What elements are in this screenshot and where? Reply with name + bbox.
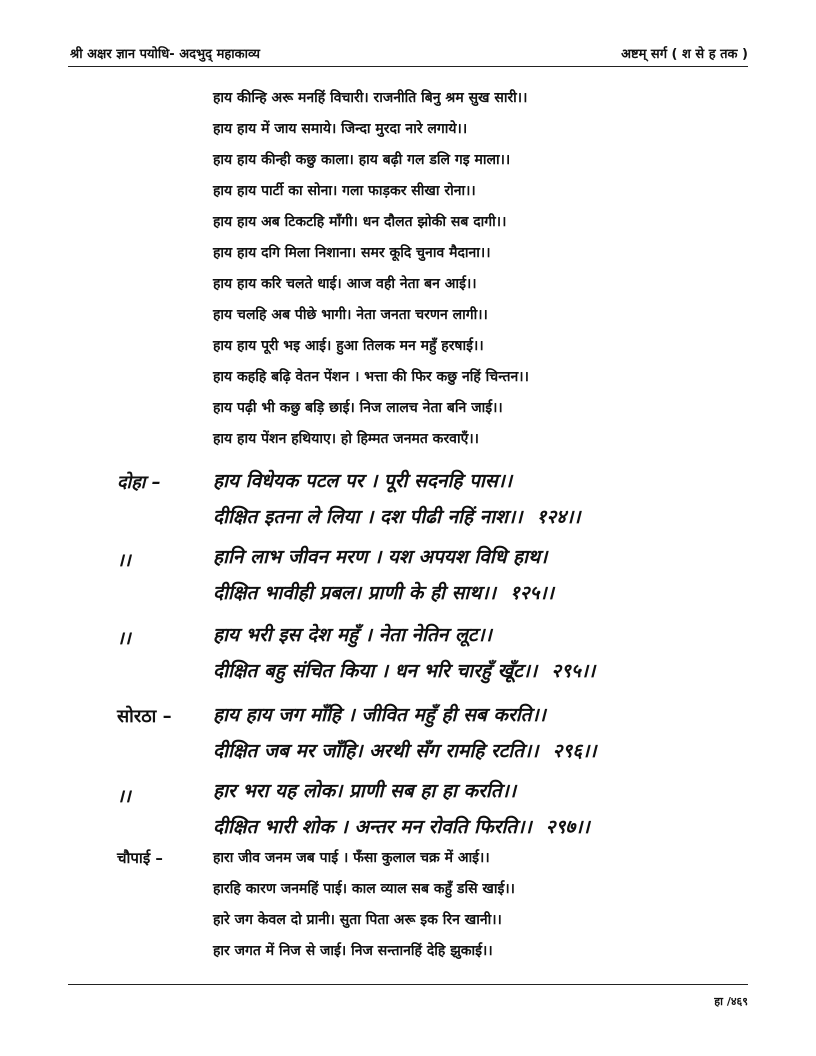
verse-number: २९६।। bbox=[552, 740, 597, 762]
chaupai-line: हाय चलहि अब पीछे भागी। नेता जनता चरणन लागी।। bbox=[213, 307, 488, 323]
chaupai-line: हाय कहहि बढ़ि वेतन पेंशन । भत्ता की फिर कछु नहिं चिन्तन।। bbox=[213, 369, 529, 385]
verse-text: दीक्षित भावीही प्रबल। प्राणी के ही साथ।। bbox=[213, 582, 496, 604]
chaupai-line: हाय हाय पेंशन हथियाए। हो हिम्मत जनमत करवाएँ।। bbox=[213, 431, 479, 447]
verse-line bbox=[213, 658, 595, 694]
verse-number: २९५।। bbox=[551, 660, 596, 682]
chaupai-line: हारा जीव जनम जब पाई । फँसा कुलाल चक्र में आई।। bbox=[213, 850, 490, 866]
chaupai-line: हाय हाय दगि मिला निशाना। समर कूदि चुनाव मैदाना।। bbox=[213, 245, 491, 261]
verse-line: हाय हाय जग माँहि । जीवित महुँ ही सब करति।। bbox=[213, 704, 546, 726]
chaupai-line: हाय हाय अब टिकटहि माँगी। धन दौलत झोकी सब दागी।। bbox=[213, 214, 507, 230]
chaupai-label: चौपाई – bbox=[117, 849, 163, 867]
verse-number: १२४।। bbox=[536, 506, 581, 528]
verse-doha-295 bbox=[213, 622, 595, 694]
verse-line bbox=[213, 738, 597, 774]
verse-text: दीक्षित भारी शोक । अन्तर मन रोवति फिरति।। bbox=[213, 816, 532, 838]
verse-label: ।। bbox=[117, 628, 131, 649]
chaupai-block-1 bbox=[213, 88, 529, 460]
chaupai-line: हाय कीन्हि अरू मनहिं विचारी। राजनीति बिनु श्रम सुख सारी।। bbox=[213, 90, 528, 106]
chaupai-line: हाय पढ़ी भी कछु बड़ि छाई। निज लालच नेता बनि जाई।। bbox=[213, 400, 503, 416]
verse-line: हाय विधेयक पटल पर । पूरी सदनहि पास।। bbox=[213, 470, 513, 492]
verse-doha-125 bbox=[213, 544, 554, 616]
chapter-title: अष्टम् सर्ग ( श से ह तक ) bbox=[621, 47, 748, 62]
verse-text: दीक्षित जब मर जाँहि। अरथी सँग रामहि रटति।। bbox=[213, 740, 539, 762]
verse-label: सोरठा – bbox=[117, 706, 172, 727]
verse-label: ।। bbox=[117, 550, 131, 571]
verse-line bbox=[213, 814, 590, 850]
verse-line: हार भरा यह लोक। प्राणी सब हा हा करति।। bbox=[213, 780, 517, 802]
header-divider bbox=[68, 66, 748, 67]
book-title: श्री अक्षर ज्ञान पयोधि- अदभुद् महाकाव्य bbox=[70, 47, 260, 62]
verse-line: हानि लाभ जीवन मरण । यश अपयश विधि हाथ। bbox=[213, 546, 548, 568]
verse-doha-124 bbox=[213, 468, 581, 540]
footer-divider bbox=[68, 984, 748, 985]
chaupai-line: हारे जग केवल दो प्रानी। सुता पिता अरू इक रिन खानी।। bbox=[213, 912, 502, 928]
verse-line: हाय भरी इस देश महुँ । नेता नेतिन लूट।। bbox=[213, 624, 492, 646]
chaupai-line: हार जगत में निज से जाई। निज सन्तानहिं देहि झुकाई।। bbox=[213, 943, 493, 959]
verse-text: दीक्षित इतना ले लिया । दश पीढी नहिं नाश।। bbox=[213, 506, 523, 528]
verse-number: १२५।। bbox=[509, 582, 554, 604]
chaupai-line: हाय हाय कीन्ही कछु काला। हाय बढ़ी गल डलि गइ माला।। bbox=[213, 152, 511, 168]
chaupai-line: हाय हाय पार्टी का सोना। गला फाड़कर सीखा रोना।। bbox=[213, 183, 476, 199]
verse-sortha-296 bbox=[213, 702, 597, 774]
verse-line bbox=[213, 504, 581, 540]
verse-text: दीक्षित बहु संचित किया । धन भरि चारहुँ खूँट।। bbox=[213, 660, 538, 682]
verse-label: ।। bbox=[117, 786, 131, 807]
page-number: हा /४६९ bbox=[714, 995, 748, 1008]
chaupai-block-2 bbox=[213, 848, 515, 972]
verse-label: दोहा – bbox=[117, 472, 161, 493]
verse-sortha-297 bbox=[213, 778, 590, 850]
chaupai-line: हाय हाय करि चलते धाई। आज वही नेता बन आई।। bbox=[213, 276, 477, 292]
verse-number: २९७।। bbox=[545, 816, 590, 838]
verse-line bbox=[213, 580, 554, 616]
chaupai-line: हारहि कारण जनमहिं पाई। काल व्याल सब कहुँ डसि खाई।। bbox=[213, 881, 515, 897]
chaupai-line: हाय हाय पूरी भइ आई। हुआ तिलक मन महुँ हरषाई।। bbox=[213, 338, 484, 354]
chaupai-line: हाय हाय में जाय समाये। जिन्दा मुरदा नारे लगाये।। bbox=[213, 121, 468, 137]
